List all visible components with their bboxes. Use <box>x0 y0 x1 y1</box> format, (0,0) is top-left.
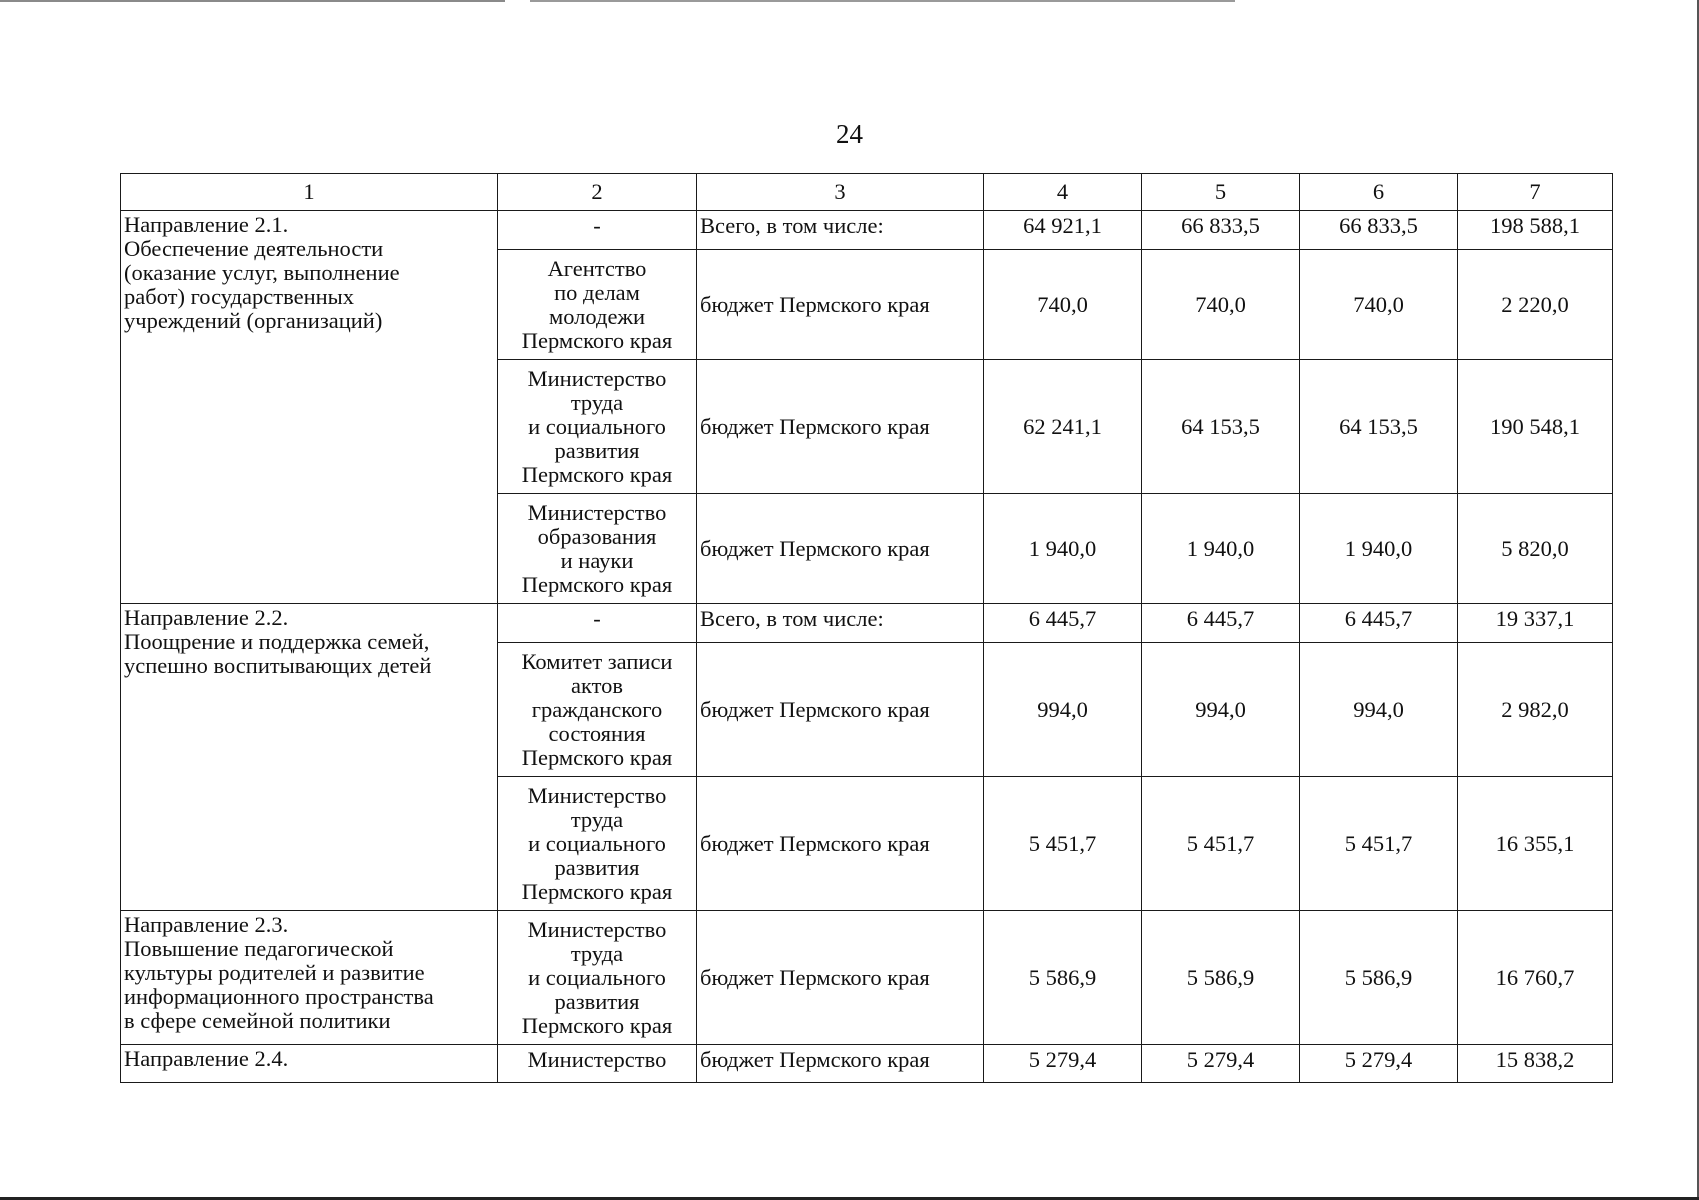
executor-line: гражданского <box>531 696 663 722</box>
executor-line: Министерство <box>527 499 667 525</box>
column-number: 4 <box>984 174 1142 211</box>
funding-source-cell: бюджет Пермского края <box>697 777 984 911</box>
value-cell: 5 820,0 <box>1458 494 1613 604</box>
direction-text-line: работ) государственных <box>124 284 355 309</box>
table-row <box>121 211 1613 250</box>
value-cell: 5 279,4 <box>1142 1045 1300 1083</box>
executor-line: развития <box>554 437 640 463</box>
value-cell: 5 586,9 <box>984 911 1142 1045</box>
value-cell: 5 586,9 <box>1300 911 1458 1045</box>
column-number: 2 <box>498 174 697 211</box>
executor-line: Министерство <box>527 782 667 808</box>
direction-text-line: Обеспечение деятельности <box>124 236 384 261</box>
executor-line: Министерство <box>527 365 667 391</box>
direction-cell <box>121 1045 498 1083</box>
scan-edge-top <box>0 0 1699 2</box>
executor-line: Пермского края <box>521 878 673 904</box>
funding-source-cell: бюджет Пермского края <box>697 360 984 494</box>
executor-cell <box>498 911 697 1045</box>
column-number: 5 <box>1142 174 1300 211</box>
column-number: 7 <box>1458 174 1613 211</box>
value-cell: 994,0 <box>984 643 1142 777</box>
value-cell: 740,0 <box>1300 250 1458 360</box>
value-cell: 6 445,7 <box>1300 604 1458 643</box>
funding-source-cell: бюджет Пермского края <box>697 250 984 360</box>
executor-cell <box>498 494 697 604</box>
executor-line: и науки <box>560 547 634 573</box>
executor-line: и социального <box>528 830 666 856</box>
value-cell: 1 940,0 <box>1142 494 1300 604</box>
value-cell: 190 548,1 <box>1458 360 1613 494</box>
value-cell: 5 279,4 <box>1300 1045 1458 1083</box>
value-cell: 5 279,4 <box>984 1045 1142 1083</box>
executor-line: состояния <box>548 720 646 746</box>
direction-title: Направление 2.2. <box>124 605 289 630</box>
value-cell: 5 451,7 <box>984 777 1142 911</box>
direction-text-line: успешно воспитывающих детей <box>124 653 432 678</box>
page-number: 24 <box>836 119 863 149</box>
funding-source-cell: Всего, в том числе: <box>697 211 984 250</box>
executor-line: развития <box>554 988 640 1014</box>
column-number: 1 <box>121 174 498 211</box>
funding-source-cell: Всего, в том числе: <box>697 604 984 643</box>
funding-source-cell: бюджет Пермского края <box>697 1045 984 1083</box>
value-cell: 5 451,7 <box>1300 777 1458 911</box>
executor-line: Пермского края <box>521 1012 673 1038</box>
executor-line: труда <box>570 806 624 832</box>
value-cell: 64 153,5 <box>1300 360 1458 494</box>
direction-text-line: (оказание услуг, выполнение <box>124 260 400 285</box>
value-cell: 16 760,7 <box>1458 911 1613 1045</box>
value-cell: 62 241,1 <box>984 360 1142 494</box>
table-row <box>121 911 1613 1045</box>
executor-line: и социального <box>528 413 666 439</box>
executor-cell <box>498 360 697 494</box>
executor-line: молодежи <box>548 303 646 329</box>
direction-cell <box>121 911 498 1045</box>
table-row <box>121 604 1613 643</box>
direction-text-line: в сфере семейной политики <box>124 1008 391 1033</box>
column-number-row <box>121 174 1613 211</box>
value-cell: 994,0 <box>1142 643 1300 777</box>
value-cell: 2 982,0 <box>1458 643 1613 777</box>
executor-line: по делам <box>554 279 640 305</box>
executor-line: развития <box>554 854 640 880</box>
value-cell: 15 838,2 <box>1458 1045 1613 1083</box>
direction-title: Направление 2.4. <box>124 1046 289 1071</box>
direction-cell <box>121 604 498 911</box>
executor-line: актов <box>570 672 624 698</box>
column-number: 3 <box>697 174 984 211</box>
direction-text-line: культуры родителей и развитие <box>124 960 425 985</box>
executor-line: Пермского края <box>521 327 673 353</box>
executor-line: труда <box>570 940 624 966</box>
executor-line: образования <box>537 523 657 549</box>
funding-source-cell: бюджет Пермского края <box>697 911 984 1045</box>
value-cell: 66 833,5 <box>1142 211 1300 250</box>
value-cell: 5 586,9 <box>1142 911 1300 1045</box>
value-cell: 6 445,7 <box>1142 604 1300 643</box>
value-cell: 1 940,0 <box>984 494 1142 604</box>
value-cell: 6 445,7 <box>984 604 1142 643</box>
direction-text-line: Поощрение и поддержка семей, <box>124 629 430 654</box>
executor-cell: Министерство <box>498 1045 697 1083</box>
value-cell: 66 833,5 <box>1300 211 1458 250</box>
executor-cell <box>498 250 697 360</box>
executor-line: и социального <box>528 964 666 990</box>
funding-source-cell: бюджет Пермского края <box>697 494 984 604</box>
direction-text-line: учреждений (организаций) <box>124 308 383 333</box>
value-cell: 64 921,1 <box>984 211 1142 250</box>
value-cell: 740,0 <box>1142 250 1300 360</box>
direction-text-line: Повышение педагогической <box>124 936 394 961</box>
value-cell: 198 588,1 <box>1458 211 1613 250</box>
table-row <box>121 1045 1613 1083</box>
executor-line: Пермского края <box>521 571 673 597</box>
executor-cell <box>498 643 697 777</box>
direction-cell <box>121 211 498 604</box>
funding-source-cell: бюджет Пермского края <box>697 643 984 777</box>
executor-cell: - <box>498 211 697 250</box>
direction-title: Направление 2.3. <box>124 912 289 937</box>
executor-cell: - <box>498 604 697 643</box>
executor-line: Пермского края <box>521 461 673 487</box>
value-cell: 19 337,1 <box>1458 604 1613 643</box>
value-cell: 5 451,7 <box>1142 777 1300 911</box>
value-cell: 1 940,0 <box>1300 494 1458 604</box>
value-cell: 2 220,0 <box>1458 250 1613 360</box>
executor-line: труда <box>570 389 624 415</box>
financing-table <box>120 173 1613 1083</box>
executor-line: Комитет записи <box>521 648 673 674</box>
column-number: 6 <box>1300 174 1458 211</box>
value-cell: 64 153,5 <box>1142 360 1300 494</box>
executor-line: Министерство <box>527 916 667 942</box>
executor-cell <box>498 777 697 911</box>
value-cell: 16 355,1 <box>1458 777 1613 911</box>
value-cell: 994,0 <box>1300 643 1458 777</box>
direction-text-line: информационного пространства <box>124 984 434 1009</box>
value-cell: 740,0 <box>984 250 1142 360</box>
direction-title: Направление 2.1. <box>124 212 289 237</box>
executor-line: Пермского края <box>521 744 673 770</box>
executor-line: Агентство <box>547 255 647 281</box>
